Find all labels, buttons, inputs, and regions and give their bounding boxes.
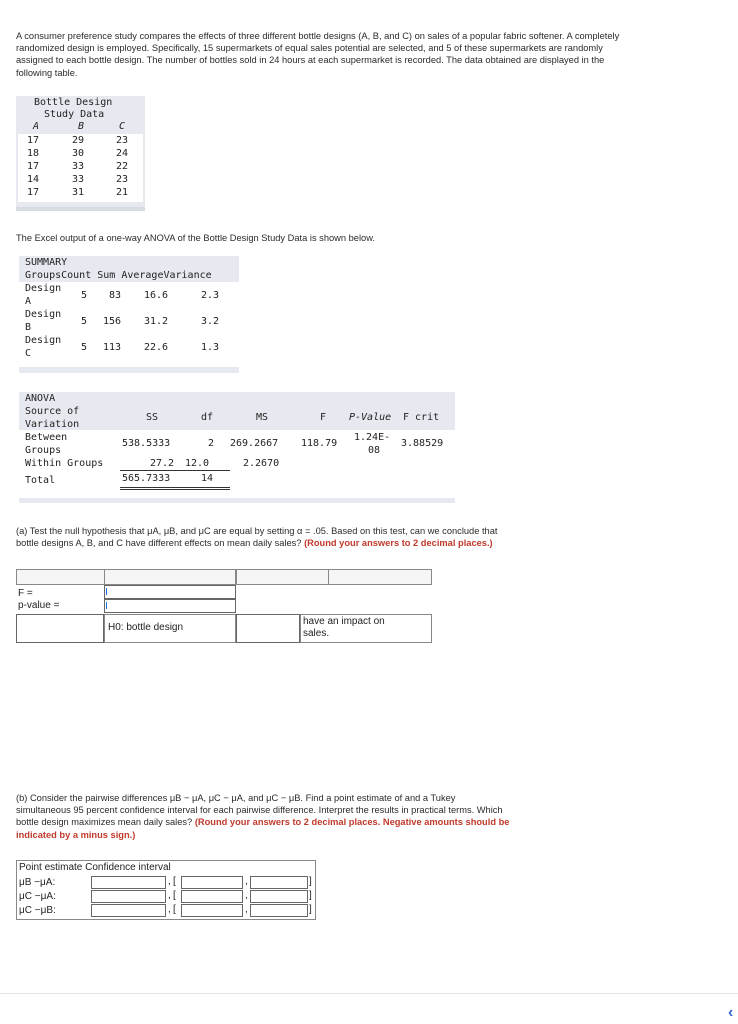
comma: ,: [245, 904, 248, 915]
table-cell: 17: [27, 161, 40, 172]
table-cell: 30: [72, 148, 85, 159]
f-label: F =: [18, 588, 33, 599]
comma: ,: [168, 876, 171, 887]
anova-between-p-2: 08: [368, 445, 381, 456]
summary-sum: 113: [103, 342, 122, 353]
table-cell: 33: [72, 161, 85, 172]
table-cell: 17: [27, 187, 40, 198]
anova-total-label: Total: [25, 475, 56, 486]
bottle-design-table: [16, 96, 145, 211]
table-cell: 22: [116, 161, 129, 172]
anova-between-ms: 269.2667: [230, 438, 279, 449]
bottle-table-title: Bottle Design: [34, 97, 113, 108]
anova-ms-header: MS: [256, 412, 269, 423]
table-cell: 14: [27, 174, 40, 185]
table-cell: 23: [116, 174, 129, 185]
anova-table: [19, 392, 455, 503]
col-header-c: C: [119, 121, 126, 132]
ci-upper-b-a-input[interactable]: [250, 876, 308, 889]
ci-upper-c-b-input[interactable]: [250, 904, 308, 917]
anova-total-ss: 565.7333: [122, 473, 171, 484]
summary-count: 5: [81, 316, 88, 327]
anova-within-ss: 27.2: [150, 458, 175, 469]
col-header-b: B: [78, 121, 85, 132]
summary-group-letter: C: [25, 348, 32, 359]
close-bracket: ]: [309, 904, 312, 915]
anova-between-ss: 538.5333: [122, 438, 171, 449]
bottle-table-subtitle: Study Data: [44, 109, 105, 120]
summary-sum: 83: [109, 290, 122, 301]
anova-between-p: 1.24E-: [354, 432, 391, 443]
anova-df-header: df: [201, 412, 214, 423]
summary-group-letter: B: [25, 322, 32, 333]
summary-average: 16.6: [144, 290, 169, 301]
part-a-answer-table: [16, 569, 432, 643]
table-cell: 21: [116, 187, 129, 198]
summary-count: 5: [81, 290, 88, 301]
p-value-label: p-value =: [18, 600, 60, 611]
anova-title: ANOVA: [25, 393, 56, 404]
anova-total-df: 14: [201, 473, 214, 484]
anova-pvalue-header: P-Value: [349, 412, 392, 423]
table-cell: 17: [27, 135, 40, 146]
anova-within-ms: 2.2670: [243, 458, 280, 469]
part-b-instruction-2: indicated by a minus sign.): [16, 829, 136, 840]
open-bracket: [: [173, 876, 176, 887]
part-b-question: [16, 792, 636, 841]
ci-lower-c-b-input[interactable]: [181, 904, 243, 917]
anova-between-f: 118.79: [301, 438, 338, 449]
comma: ,: [168, 904, 171, 915]
anova-source-header: Source of: [25, 406, 80, 417]
excel-intro: The Excel output of a one-way ANOVA of the Bottle Design Study Data is shown below.: [16, 233, 375, 243]
ci-lower-b-a-input[interactable]: [181, 876, 243, 889]
anova-source-header-2: Variation: [25, 419, 80, 430]
table-cell: 33: [72, 174, 85, 185]
point-estimate-c-b-input[interactable]: [91, 904, 166, 917]
f-value-input[interactable]: [104, 585, 236, 599]
summary-count: 5: [81, 342, 88, 353]
summary-average: 31.2: [144, 316, 169, 327]
close-bracket: ]: [309, 876, 312, 887]
summary-group-label: Design: [25, 335, 62, 346]
anova-between-fcrit: 3.88529: [401, 438, 444, 449]
part-b-text-1: (b) Consider the pairwise differences μB − μA, μC − μA, and μC − μB. Find a point estimate of and a Tukey: [16, 793, 456, 803]
part-b-text-2: simultaneous 95 percent confidence interval for each pairwise difference. Interpret the results in practical terms. Which: [16, 805, 503, 816]
part-a-question: [16, 525, 636, 549]
intro-paragraph: A consumer preference study compares the effects of three different bottle designs (A, B, and C) on sales of a popular fabric softener. A completely randomized design is employed. Specifically, 15 supermarkets of equal sales potential are selected, and 5 of these supermarkets are randomly assigned to each bottle design. The number of bottles sold in 24 hours at each supermarket is recorded. The data obtained are displayed in the following table.: [16, 31, 620, 78]
part-b-text-3: bottle design maximizes mean daily sales?: [16, 817, 193, 828]
summary-variance: 2.3: [201, 290, 220, 301]
anova-between-label: Between: [25, 432, 68, 443]
impact-text: have an impact on: [303, 616, 385, 627]
point-estimate-b-a-input[interactable]: [91, 876, 166, 889]
close-bracket: ]: [309, 890, 312, 901]
comma: ,: [245, 876, 248, 887]
anova-within-df: 12.0: [185, 458, 210, 469]
open-bracket: [: [173, 904, 176, 915]
part-b-header: Point estimate Confidence interval: [19, 862, 171, 873]
anova-ss-header: SS: [146, 412, 159, 423]
open-bracket: [: [173, 890, 176, 901]
summary-group-label: Design: [25, 309, 62, 320]
comma: ,: [168, 890, 171, 901]
prev-arrow-icon[interactable]: ‹: [728, 1004, 734, 1021]
summary-average: 22.6: [144, 342, 169, 353]
part-b-answer-table: [16, 860, 316, 920]
table-cell: 23: [116, 135, 129, 146]
summary-group-label: Design: [25, 283, 62, 294]
p-value-input[interactable]: [104, 599, 236, 613]
comma: ,: [245, 890, 248, 901]
summary-table: [19, 256, 239, 373]
summary-variance: 3.2: [201, 316, 220, 327]
anova-f-header: F: [320, 412, 327, 423]
part-b-instruction: (Round your answers to 2 decimal places. Negative amounts should be: [194, 817, 510, 828]
table-cell: 24: [116, 148, 129, 159]
table-cell: 18: [27, 148, 40, 159]
anova-fcrit-header: F crit: [403, 412, 440, 423]
reject-decision-select[interactable]: [236, 614, 300, 643]
part-a-text-2: bottle designs A, B, and C have different effects on mean daily sales?: [16, 538, 302, 549]
row-label-c-b: μC −μB:: [19, 905, 56, 916]
table-cell: 29: [72, 135, 85, 146]
summary-header: GroupsCount Sum AverageVariance: [25, 270, 212, 281]
h0-text: H0: bottle design: [108, 622, 184, 633]
table-cell: 31: [72, 187, 85, 198]
summary-variance: 1.3: [201, 342, 220, 353]
impact-text-2: sales.: [303, 628, 330, 639]
part-a-instruction: (Round your answers to 2 decimal places.): [304, 538, 493, 549]
conclusion-select[interactable]: [16, 614, 104, 643]
ci-lower-c-a-input[interactable]: [181, 890, 243, 903]
row-label-b-a: μB −μA:: [19, 877, 56, 888]
ci-upper-c-a-input[interactable]: [250, 890, 308, 903]
part-a-text-1: (a) Test the null hypothesis that μA, μB, and μC are equal by setting α = .05. Based on this test, can we conclude that: [16, 526, 498, 536]
summary-group-letter: A: [25, 296, 32, 307]
summary-sum: 156: [103, 316, 122, 327]
anova-between-label-2: Groups: [25, 445, 62, 456]
footer-divider: [0, 993, 738, 994]
anova-within-label: Within Groups: [25, 458, 104, 469]
col-header-a: A: [33, 121, 40, 132]
anova-between-df: 2: [208, 438, 215, 449]
summary-title: SUMMARY: [25, 257, 68, 268]
row-label-c-a: μC −μA:: [19, 891, 56, 902]
point-estimate-c-a-input[interactable]: [91, 890, 166, 903]
